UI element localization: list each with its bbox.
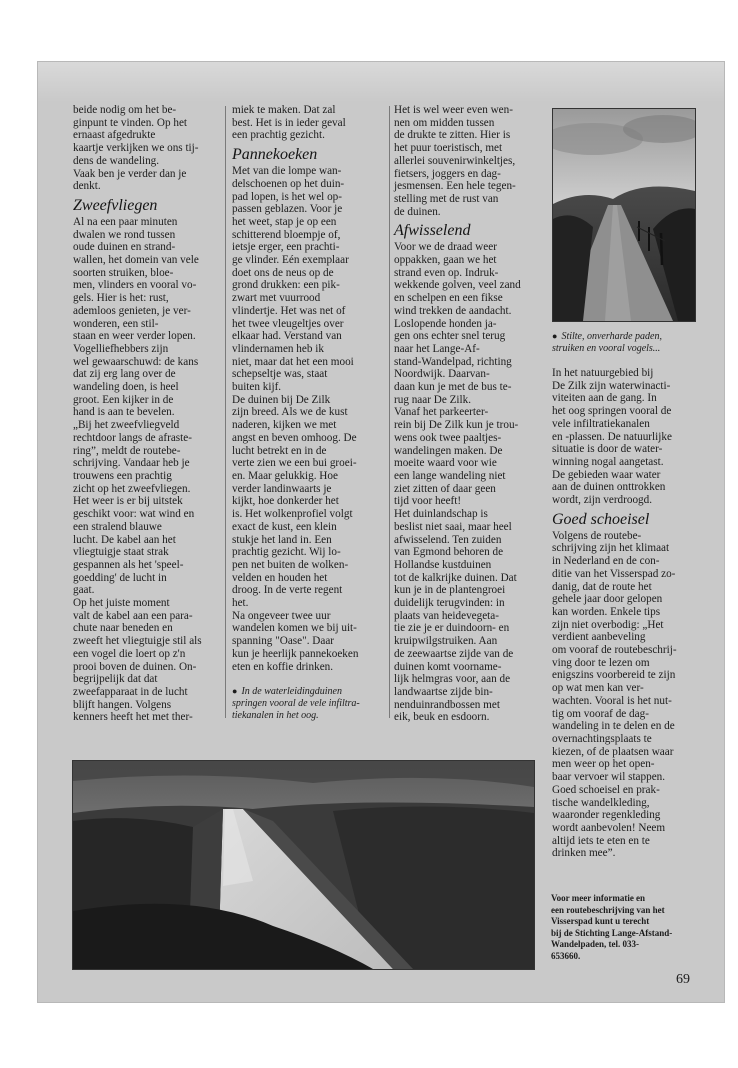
canal-photo-image [73, 761, 534, 969]
column-1 [73, 104, 221, 724]
bullet-icon: ● [232, 686, 238, 697]
canal-caption-text: In de waterleidingduinen springen vooral de vele infiltra- tiekanalen in het oog. [232, 686, 360, 722]
canal-photo-caption [232, 685, 384, 722]
column-2-intro: miek te maken. Dat zal best. Het is in ieder geval een prachtig gezicht. [232, 104, 346, 142]
heading-afwisselend: Afwisselend [394, 222, 471, 240]
column-4-body: Volgens de routebe- schrijving zijn het klimaat in Nederland en de con- ditie van het Visserspad zo- danig, dat de route het gehele jaar door gelopen kan worden. Enkele tips zijn niet overbodig: „Het verdient aanbeveling om vooraf de routebeschrij- ving door te lezen om enigszins voorbereid te zijn op wat men kan ver- wachten. Vooral is het nut- tig om vooraf de dag- wandeling in te delen en de overnachtingsplaats te kiezen, of de plaatsen waar men weer op het open- baar vervoer wil stappen. Goed schoeisel en prak- tische wandelkleding, waaronder regenkleding wordt aanbevolen! Neem altijd iets te eten en te drinken mee”. [552, 529, 677, 860]
column-2 [232, 104, 384, 722]
column-4-intro: In het natuurgebied bij De Zilk zijn waterwinacti- viteiten aan de gang. In het oog springen vooral de vele infiltratiekanalen en -plassen. De natuurlijke situatie is door de water- winning nogal aangetast. De gebieden waar water aan de duinen onttrokken wordt, zijn verdroogd. [552, 367, 672, 507]
column-2-body: Met van die lompe wan- delschoenen op het duin- pad lopen, is het wel op- passen geblazen. Voor je het weet, stap je op een schitterend bloempje of, ietsje erger, een prachti- ge vlinder. Eén exemplaar doet ons de neus op de grond drukken: een pik- zwart met vuurrood vlindertje. Het was net of het twee vleugeltjes over elkaar had. Verstand van vlindernamen heb ik niet, maar dat het een mooi schepseltje was, staat buiten kijf. De duinen bij De Zilk zijn breed. Als we de kust naderen, kijken we met angst en beven omhoog. De lucht betrekt en in de verte zien we een bui groei- en. Maar gelukkig. Hoe verder landinwaarts je kijkt, hoe donkerder het is. Het wolkenprofiel volgt exact de kust, een klein stukje het land in. Een prachtig gezicht. Wij lo- pen net buiten de wolken- velden en houden het droog. In de verte regent het. Na ongeveer twee uur wandelen komen we bij uit- spanning "Oase". Daar kun je heerlijk pannekoeken eten en koffie drinken. [232, 165, 359, 673]
path-caption-text: Stilte, onverharde paden, struiken en vooral vogels... [552, 331, 662, 354]
page-top-strip [38, 62, 724, 102]
canal-photo [72, 760, 535, 970]
heading-pannekoeken: Pannekoeken [232, 146, 318, 164]
column-1-intro: beide nodig om het be- ginpunt te vinden. Op het ernaast afgedrukte kaartje verkijken we ons tij- dens de wandeling. Vaak ben je verder dan je denkt. [73, 104, 199, 193]
column-3-body: Voor we de draad weer oppakken, gaan we het strand even op. Indruk- wekkende golven, veel zand en schelpen en een fikse wind trekken de aandacht. Loslopende honden ja- gen ons echter snel terug naar het Lange-Af- stand-Wandelpad, richting Noordwijk. Daarvan- daan kun je met de bus te- rug naar De Zilk. Vanaf het parkeerter- rein bij De Zilk kun je trou- wens ook twee paaltjes- wandelingen maken. De moeite waard voor wie een lange wandeling niet ziet zitten of daar geen tijd voor heeft! Het duinlandschap is beslist niet saai, maar heel afwisselend. Ten zuiden van Egmond behoren de Hollandse kustduinen tot de kalkrijke duinen. Dat kun je in de plantengroei duidelijk terugvinden: in plaats van heidevegeta- tie zie je er duindoorn- en kruipwilgstruiken. Aan de zeewaartse zijde van de duinen komt voorname- lijk helmgras voor, aan de landwaartse zijde bin- nenduinrandbossen met eik, beuk en esdoorn. [394, 241, 521, 724]
page-number: 69 [676, 972, 690, 987]
column-3-intro: Het is wel weer even wen- nen om midden tussen de drukte te zitten. Hier is het puur toeristisch, met allerlei souvenirwinkeltjes, fietsers, joggers en dag- jesmensen. Een hele tegen- stelling met de rust van de duinen. [394, 104, 516, 218]
column-1-body: Al na een paar minuten dwalen we rond tussen oude duinen en strand- wallen, het domein van vele soorten struiken, bloe- men, vlinders en vooral vo- gels. Hier is het: rust, ademloos genieten, je ver- wonderen, een stil- staan en weer verder lopen. Vogelliefhebbers zijn wel gewaarschuwd: de kans dat zij erg lang over de wandeling doen, is heel groot. Een kijker in de hand is aan te bevelen. „Bij het zweefvliegveld rechtdoor langs de afraste- ring”, meldt de routebe- schrijving. Vandaar heb je trouwens een prachtig zicht op het zweefvliegen. Het weer is er bij uitstek geschikt voor: wat wind en een stralend blauwe lucht. De kabel aan het vliegtuigje staat strak gespannen als het 'speel- goedding' de lucht in gaat. Op het juiste moment valt de kabel aan een para- chute naar beneden en zweeft het vliegtuigje stil als een vogel die loert op z'n prooi boven de duinen. On- begrijpelijk dat dat zweefapparaat in de lucht blijft hangen. Volgens kenners heeft het met ther- [73, 215, 202, 724]
column-4 [552, 330, 714, 860]
column-divider [225, 106, 226, 718]
column-divider [389, 106, 390, 718]
path-photo-image [553, 109, 695, 321]
bullet-icon: ● [552, 331, 558, 341]
heading-zweefvliegen: Zweefvliegen [73, 196, 158, 214]
path-photo [552, 108, 696, 322]
path-photo-caption [552, 330, 714, 355]
contact-info: Voor meer informatie en een routebeschrijving van het Visserspad kunt u terecht bij de Stichting Lange-Afstand- Wandelpaden, tel. 033- 653660. [551, 893, 673, 961]
column-3 [394, 104, 546, 724]
heading-goed-schoeisel: Goed schoeisel [552, 510, 650, 528]
